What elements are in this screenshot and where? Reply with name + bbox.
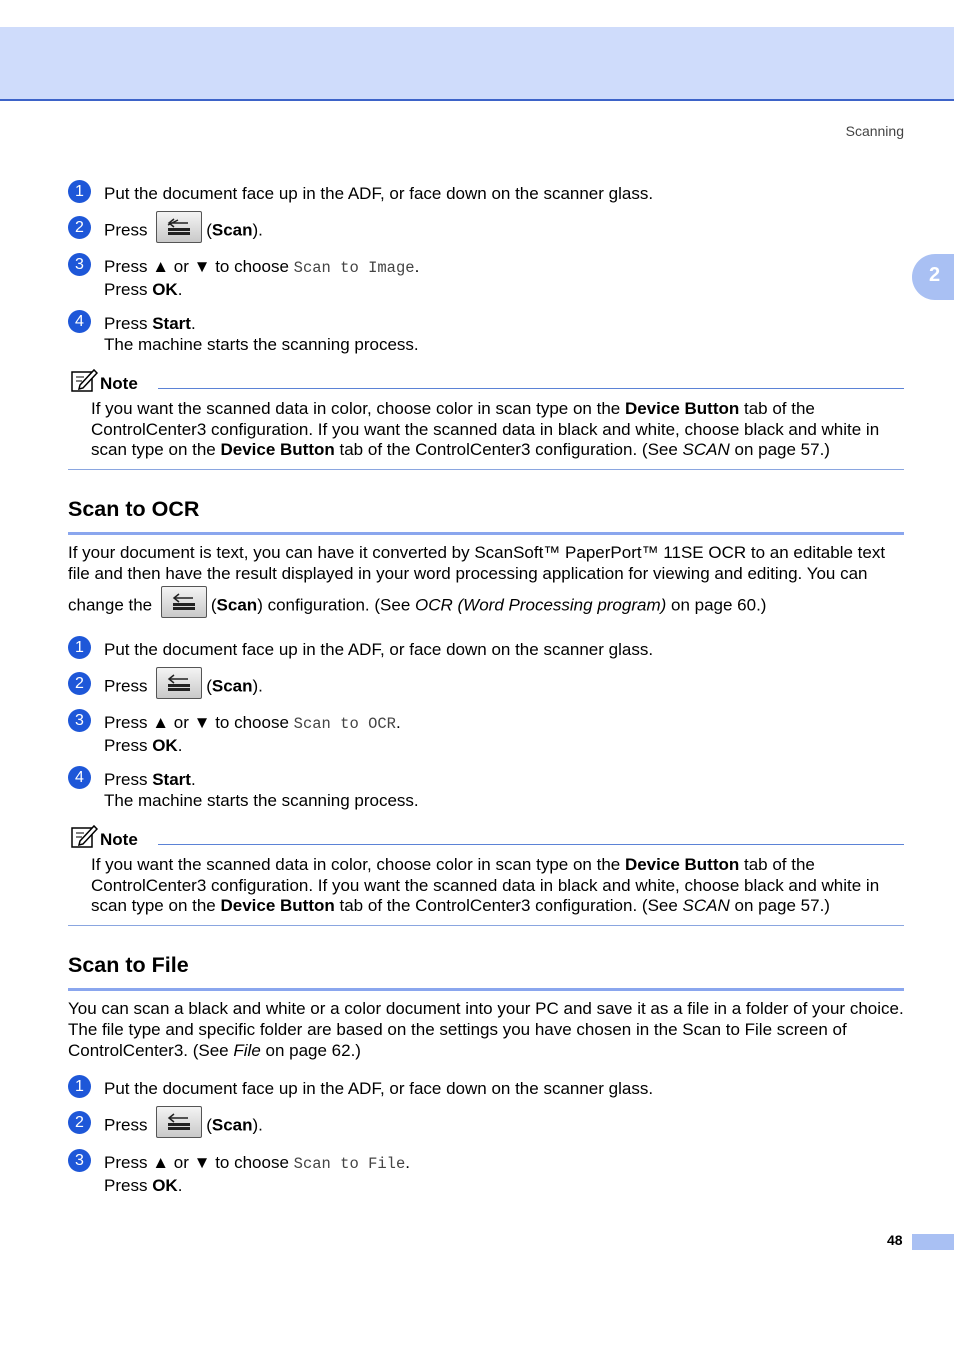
file-intro: You can scan a black and white or a color document into your PC and save it as a file in a folder of your choice. The file type and specific folder are based on the settings you have chosen in the Scan to File screen of ControlCenter3. (See File on page 62.) (68, 999, 904, 1060)
start-label: Start (152, 314, 191, 333)
chapter-tab (912, 254, 954, 300)
step-text: Put the document face up in the ADF, or face down on the scanner glass. (104, 1079, 654, 1098)
step-number: 4 (68, 766, 91, 789)
heading-rule (68, 988, 904, 991)
scan-button-icon (156, 211, 202, 243)
step-number: 3 (68, 253, 91, 276)
note-label: Note (100, 830, 138, 849)
step-number: 2 (68, 216, 91, 239)
intro-line: file and then have the result displayed in your word processing application for viewing and editing. You can (68, 564, 868, 583)
down-arrow-icon: ▼ (193, 1153, 211, 1172)
heading-rule (68, 532, 904, 535)
down-arrow-icon: ▼ (193, 257, 211, 276)
scan-label: Scan (211, 676, 253, 696)
note-divider (68, 469, 904, 470)
header-band (0, 27, 954, 101)
step-number: 4 (68, 310, 91, 333)
step-followup: The machine starts the scanning process. (104, 335, 419, 354)
up-arrow-icon: ▲ (152, 713, 170, 732)
step-number: 1 (68, 1075, 91, 1098)
press-label: Press (104, 713, 148, 732)
menu-option: Scan to Image (293, 259, 415, 277)
step-followup: The machine starts the scanning process. (104, 791, 419, 810)
intro-line: If your document is text, you can have it converted by ScanSoft™ PaperPort™ 11SE OCR to an editable text (68, 543, 886, 562)
note-rule (158, 844, 904, 845)
section-heading-file (68, 953, 904, 978)
menu-option: Scan to File (293, 1155, 406, 1173)
ocr-intro (68, 542, 904, 618)
to-choose-label: to choose (215, 1153, 289, 1172)
section-heading-ocr (68, 497, 904, 522)
step-number: 3 (68, 709, 91, 732)
scan-button-icon (156, 667, 202, 699)
note-label: Note (100, 374, 138, 393)
step-number: 1 (68, 180, 91, 203)
step-number: 2 (68, 672, 91, 695)
heading-text: Scan to File (68, 953, 189, 977)
step-text: Put the document face up in the ADF, or face down on the scanner glass. (104, 184, 654, 203)
heading-text: Scan to OCR (68, 497, 200, 521)
note-pencil-icon (70, 367, 98, 393)
intro-line: change the (Scan) configuration. (See OCR (Word Processing program) on page 60.) (68, 594, 904, 618)
press-label: Press (104, 220, 148, 240)
start-label: Start (152, 770, 191, 789)
running-head: Scanning (845, 123, 904, 139)
ok-label: OK (152, 1176, 178, 1195)
press-label: Press (104, 1153, 148, 1172)
press-label: Press (104, 676, 148, 696)
to-choose-label: to choose (215, 257, 289, 276)
menu-option: Scan to OCR (293, 715, 396, 733)
scan-button-icon (156, 1106, 202, 1138)
press-label: Press (104, 1115, 148, 1135)
note-rule (158, 388, 904, 389)
step-text: Put the document face up in the ADF, or face down on the scanner glass. (104, 640, 654, 659)
down-arrow-icon: ▼ (193, 713, 211, 732)
press-label: Press (104, 1176, 148, 1195)
scan-button-icon (161, 586, 207, 618)
step-number: 3 (68, 1149, 91, 1172)
chapter-number: 2 (929, 264, 941, 286)
press-label: Press (104, 736, 148, 755)
note-pencil-icon (70, 823, 98, 849)
press-label: Press (104, 770, 148, 789)
to-choose-label: to choose (215, 713, 289, 732)
ok-label: OK (152, 280, 178, 299)
up-arrow-icon: ▲ (152, 1153, 170, 1172)
step-number: 1 (68, 636, 91, 659)
scan-label: Scan (211, 1115, 253, 1135)
press-label: Press (104, 257, 148, 276)
note-text: If you want the scanned data in color, choose color in scan type on the Device Button tab of the ControlCenter3 configuration. If you want the scanned data in black and white, choose black and white in scan type on the Device Button tab of the ControlCenter3 configuration. (See SCAN on page 57.) (91, 855, 880, 915)
scan-label: Scan (211, 220, 253, 240)
page-number: 48 (887, 1232, 903, 1248)
ok-label: OK (152, 736, 178, 755)
step-number: 2 (68, 1111, 91, 1134)
or-label: or (173, 1153, 189, 1172)
page-tab (912, 1234, 954, 1250)
note-divider (68, 925, 904, 926)
or-label: or (173, 713, 189, 732)
up-arrow-icon: ▲ (152, 257, 170, 276)
press-label: Press (104, 280, 148, 299)
or-label: or (173, 257, 189, 276)
press-label: Press (104, 314, 148, 333)
note-text: If you want the scanned data in color, choose color in scan type on the Device Button tab of the ControlCenter3 configuration. If you want the scanned data in black and white, choose black and white in scan type on the Device Button tab of the ControlCenter3 configuration. (See SCAN on page 57.) (91, 399, 880, 459)
